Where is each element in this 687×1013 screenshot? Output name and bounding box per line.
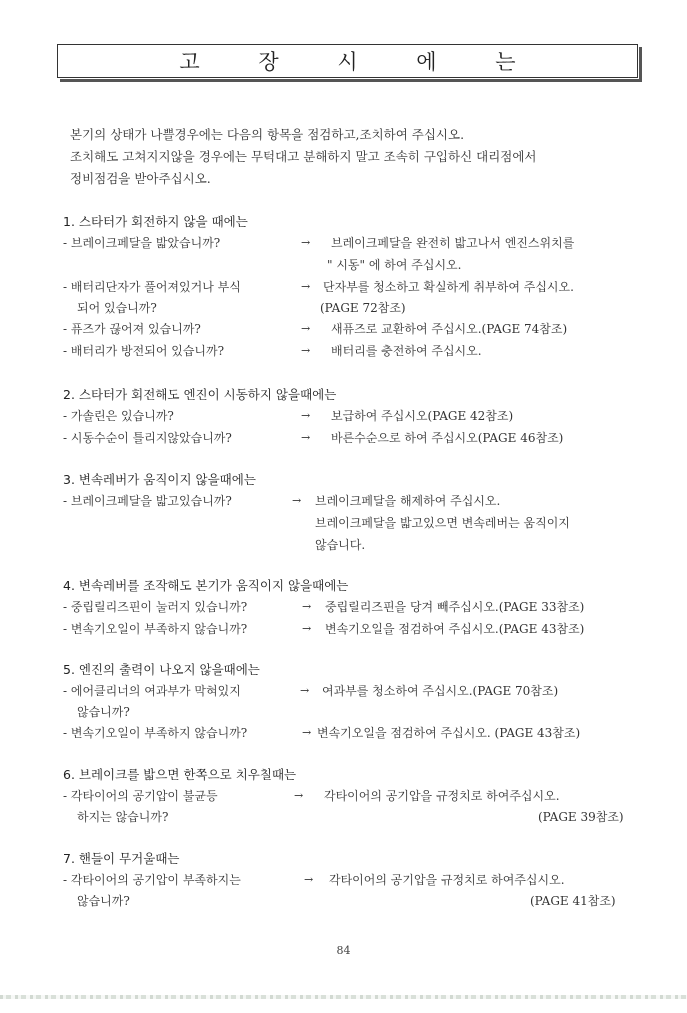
section-4-title: 4. 변속레버를 조작해도 본기가 움직이지 않을때에는 (63, 578, 349, 593)
question-text: - 에어클리너의 여과부가 막혀있지 (63, 684, 241, 698)
section-2-title: 2. 스타터가 회전해도 엔진이 시동하지 않을때에는 (63, 387, 337, 402)
question-text: 않습니까? (77, 894, 130, 908)
scan-edge-divider (0, 995, 687, 999)
question-text: - 브레이크페달을 밟고있습니까? (63, 494, 232, 508)
title-box (57, 44, 638, 78)
question-text: 되어 있습니까? (77, 301, 157, 315)
arrow-icon: → (294, 789, 304, 802)
arrow-icon: → (300, 684, 310, 697)
arrow-icon: → (301, 344, 311, 357)
question-text: - 변속기오일이 부족하지 않습니까? (63, 726, 248, 740)
question-text: - 퓨즈가 끊어져 있습니까? (63, 322, 201, 336)
arrow-icon: → (304, 873, 314, 886)
arrow-icon: → (302, 726, 312, 739)
arrow-icon: → (302, 600, 312, 613)
answer-text: 보급하여 주십시오(PAGE 42참조) (331, 409, 514, 423)
section-3-title: 3. 변속레버가 움직이지 않을때에는 (63, 472, 256, 487)
question-text: - 각타이어의 공기압이 부족하지는 (63, 873, 241, 887)
arrow-icon: → (301, 409, 311, 422)
arrow-icon: → (301, 280, 311, 293)
answer-text: 변속기오일을 점검하여 주십시오.(PAGE 43참조) (325, 622, 585, 636)
answer-text: 각타이어의 공기압을 규정치로 하여주십시오. (324, 789, 560, 803)
intro-line: 본기의 상태가 나쁠경우에는 다음의 항목을 점검하고,조치하여 주십시오. (70, 127, 465, 142)
question-text: - 가솔린은 있습니까? (63, 409, 174, 423)
arrow-icon: → (302, 622, 312, 635)
arrow-icon: → (301, 431, 311, 444)
question-text: - 브레이크페달을 밟았습니까? (63, 236, 221, 250)
arrow-icon: → (301, 236, 311, 249)
page-title: 고 장 시 에 는 (179, 50, 542, 74)
answer-text: 바른수순으로 하여 주십시오(PAGE 46참조) (331, 431, 564, 445)
answer-text: 배터리를 충전하여 주십시오. (331, 344, 482, 358)
answer-text: 변속기오일을 점검하여 주십시오. (PAGE 43참조) (317, 726, 581, 740)
answer-text: 브레이크페달을 해제하여 주십시오. (315, 494, 501, 508)
section-1-title: 1. 스타터가 회전하지 않을 때에는 (63, 214, 248, 229)
section-6-title: 6. 브레이크를 밟으면 한쪽으로 치우칠때는 (63, 767, 297, 782)
answer-text: 브레이크페달을 완전히 밟고나서 엔진스위치를 (331, 236, 575, 250)
answer-text: 브레이크페달을 밟고있으면 변속레버는 움직이지 (315, 516, 570, 530)
answer-text: 단자부를 청소하고 확실하게 취부하여 주십시오. (323, 280, 574, 294)
question-text: - 중립릴리즈핀이 눌러지 있습니까? (63, 600, 248, 614)
answer-text: (PAGE 41참조) (530, 894, 616, 908)
answer-text: 각타이어의 공기압을 규정치로 하여주십시오. (329, 873, 565, 887)
arrow-icon: → (301, 322, 311, 335)
question-text: - 각타이어의 공기압이 불균등 (63, 789, 218, 803)
intro-paragraph (70, 124, 650, 190)
arrow-icon: → (292, 494, 302, 507)
question-text: 않습니까? (77, 705, 130, 719)
answer-text: 여과부를 청소하여 주십시오.(PAGE 70참조) (322, 684, 559, 698)
answer-text: " 시동" 에 하여 주십시오. (327, 258, 462, 272)
answer-text: 중립릴리즈핀을 당겨 빼주십시오.(PAGE 33참조) (325, 600, 585, 614)
answer-text: 새퓨즈로 교환하여 주십시오.(PAGE 74참조) (331, 322, 568, 336)
intro-line: 정비점검을 받아주십시오. (70, 171, 211, 186)
section-7-title: 7. 핸들이 무거울때는 (63, 851, 180, 866)
question-text: - 시동수순이 틀리지않았습니까? (63, 431, 232, 445)
page-number: 84 (336, 944, 351, 957)
section-5-title: 5. 엔진의 출력이 나오지 않을때에는 (63, 662, 260, 677)
question-text: 하지는 않습니까? (77, 810, 169, 824)
question-text: - 변속기오일이 부족하지 않습니까? (63, 622, 248, 636)
question-text: - 배터리가 방전되어 있습니까? (63, 344, 225, 358)
question-text: - 배터리단자가 풀어져있거나 부식 (63, 280, 241, 294)
intro-line: 조치해도 고쳐지지않을 경우에는 무턱대고 분해하지 말고 조속히 구입하신 대리점에서 (70, 149, 537, 164)
answer-text: (PAGE 72참조) (320, 301, 406, 315)
answer-text: 않습니다. (315, 538, 366, 552)
answer-text: (PAGE 39참조) (538, 810, 624, 824)
